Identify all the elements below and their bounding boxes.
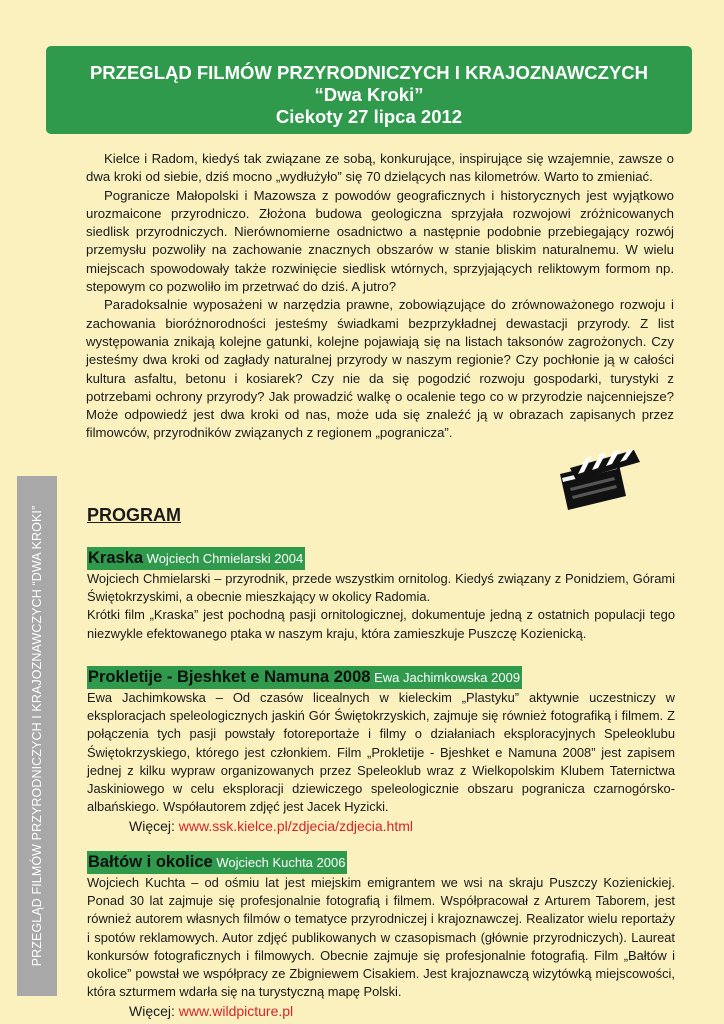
film-paragraph: Krótki film „Kraska” jest pochodną pasji ornitologicznej, dokumentuje jedną z ostatnich populacji tego niezwykle efektowanego ptaka w naszym kraju, która zamieszkuje Puszczę Kozienicką. — [87, 607, 675, 641]
film-paragraph: Ewa Jachimkowska – Od czasów licealnych w kieleckim „Plastyku” aktywnie uczestniczy w eksploracjach speleologicznych jaskiń Gór Świętokrzyskich, zajmuje się również fotografiką i filmem. Z połączenia tych pasji powstały fotoreportaże i filmy o działaniach eksploracyjnych Speleoklubu Świętokrzyskiego, którego jest członkiem. Film „Prokletije - Bjeshket e Namuna 2008” jest zapisem jednej z kilku wypraw organizowanych przez Speleoklub wraz z Wielkopolskim Klubem Taternictwa Jaskiniowego w celu eksploracji dziewiczego speleologicznie obszaru pogranicza czarnogórsko-albańskiego. Współautorem zdjęć jest Jacek Hyzicki. — [87, 690, 675, 815]
program-heading: PROGRAM — [87, 505, 181, 525]
intro-text — [86, 150, 674, 443]
page-header — [46, 46, 692, 134]
film-entry — [87, 666, 675, 836]
film-paragraph: Wojciech Kuchta – od ośmiu lat jest miejskim emigrantem we wsi na skraju Puszczy Kozienickiej. Ponad 30 lat zajmuje się profesjonalnie fotografią i filmem. Współpracował z Arturem Taborem, jest również autorem własnych filmów o tematyce przyrodniczej i krajoznawczej. Realizator wielu reportaży i spotów reklamowych. Autor zdjęć publikowanych w czasopismach (głównie przyrodniczych). Laureat konkursów fotograficznych i filmowych. Obecnie zajmuje się profesjonalnie fotografią. Film „Bałtów i okolice” powstał we współpracy ze Zbigniewem Cisakiem. Jest krajoznawczą wizytówką miejscowości, która szturmem wdarła się na turystyczną mapę Polski. — [87, 875, 675, 1000]
sidebar-text: PRZEGLĄD FILMÓW PRZYRODNICZYCH I KRAJOZNAWCZYCH “DWA KROKI” — [30, 505, 44, 967]
film-title-bar — [87, 666, 522, 689]
sidebar-banner — [17, 476, 57, 996]
header-subtitle: “Dwa Kroki” — [314, 84, 424, 105]
film-description — [87, 570, 675, 643]
film-title: Bałtów i okolice — [88, 853, 213, 871]
more-label: Więcej: — [129, 818, 175, 835]
film-description — [87, 689, 675, 816]
more-link[interactable]: www.wildpicture.pl — [178, 1003, 294, 1020]
film-description — [87, 874, 675, 1001]
intro-paragraph-1: Kielce i Radom, kiedyś tak związane ze sobą, konkurujące, inspirujące się wzajemnie, zawsze o dwa kroki od siebie, dziś mocno „wydłużyło” się 70 dzielących nas kilometrów. Warto to zmieniać. — [86, 151, 674, 185]
film-entry — [87, 851, 675, 1021]
intro-paragraph-3: Paradoksalnie wyposażeni w narzędzia prawne, zobowiązujące do zrównoważonego rozwoju i zachowania bioróżnorodności jesteśmy świadkami bezprzykładnej dewastacji przyrody. Z list występowania znikają kolejne gatunki, kolejne pojawiają się na listach taksonów zagrożonych. Czy jesteśmy dwa kroki od zagłady naturalnej przyrody w naszym regionie? Czy pochłonie ją w całości kultura asfaltu, betonu i kosiarek? Czy nie da się pogodzić rozwoju gospodarki, turystyki z potrzebami ochrony przyrody? Jak prowadzić walkę o ocalenie tego co w przyrodzie najcenniejsze? Może odpowiedź jest dwa kroki od nas, może uda się znaleźć ją w obrazach zapisanych przez filmowców, przyrodników związanych z regionem „pogranicza”. — [86, 297, 674, 441]
film-author: Wojciech Chmielarski 2004 — [146, 551, 304, 566]
clapperboard-icon — [556, 450, 648, 512]
intro-paragraph-2: Pogranicze Małopolski i Mazowsza z powodów geograficznych i historycznych jest wyjątkowo urozmaicone przyrodniczo. Złożona budowa geologiczna sprzyjała rozwojowi zróżnicowanych siedlisk przyrodniczych. Nierównomierne osadnictwo a następnie podobnie przebiegający rozwój przemysłu pozwoliły na zachowanie znacznych obszarów w stanie bliskim naturalnemu. W wielu miejscach spowodowały także rozwinięcie siedlisk wtórnych, sprzyjających reliktowym formom np. stepowym co pozwoliło im przetrwać do dziś. A jutro? — [86, 187, 674, 295]
more-link[interactable]: www.ssk.kielce.pl/zdjecia/zdjecia.html — [178, 818, 413, 835]
film-paragraph: Wojciech Chmielarski – przyrodnik, przede wszystkim ornitolog. Kiedyś związany z Ponidziem, Górami Świętokrzyskimi, a obecnie mieszkający w okolicy Radomia. — [87, 571, 675, 605]
film-entry — [87, 547, 675, 643]
more-label: Więcej: — [129, 1003, 175, 1020]
header-title: PRZEGLĄD FILMÓW PRZYRODNICZYCH I KRAJOZNAWCZYCH — [89, 62, 649, 83]
more-info — [87, 1002, 675, 1021]
film-title: Kraska — [88, 549, 144, 567]
film-title-bar — [87, 547, 305, 570]
more-info — [87, 817, 675, 836]
header-date: Ciekoty 27 lipca 2012 — [275, 106, 463, 127]
film-title: Prokletije - Bjeshket e Namuna 2008 — [88, 668, 371, 686]
film-title-bar — [87, 851, 347, 874]
film-author: Wojciech Kuchta 2006 — [216, 855, 346, 870]
film-author: Ewa Jachimkowska 2009 — [374, 670, 521, 685]
